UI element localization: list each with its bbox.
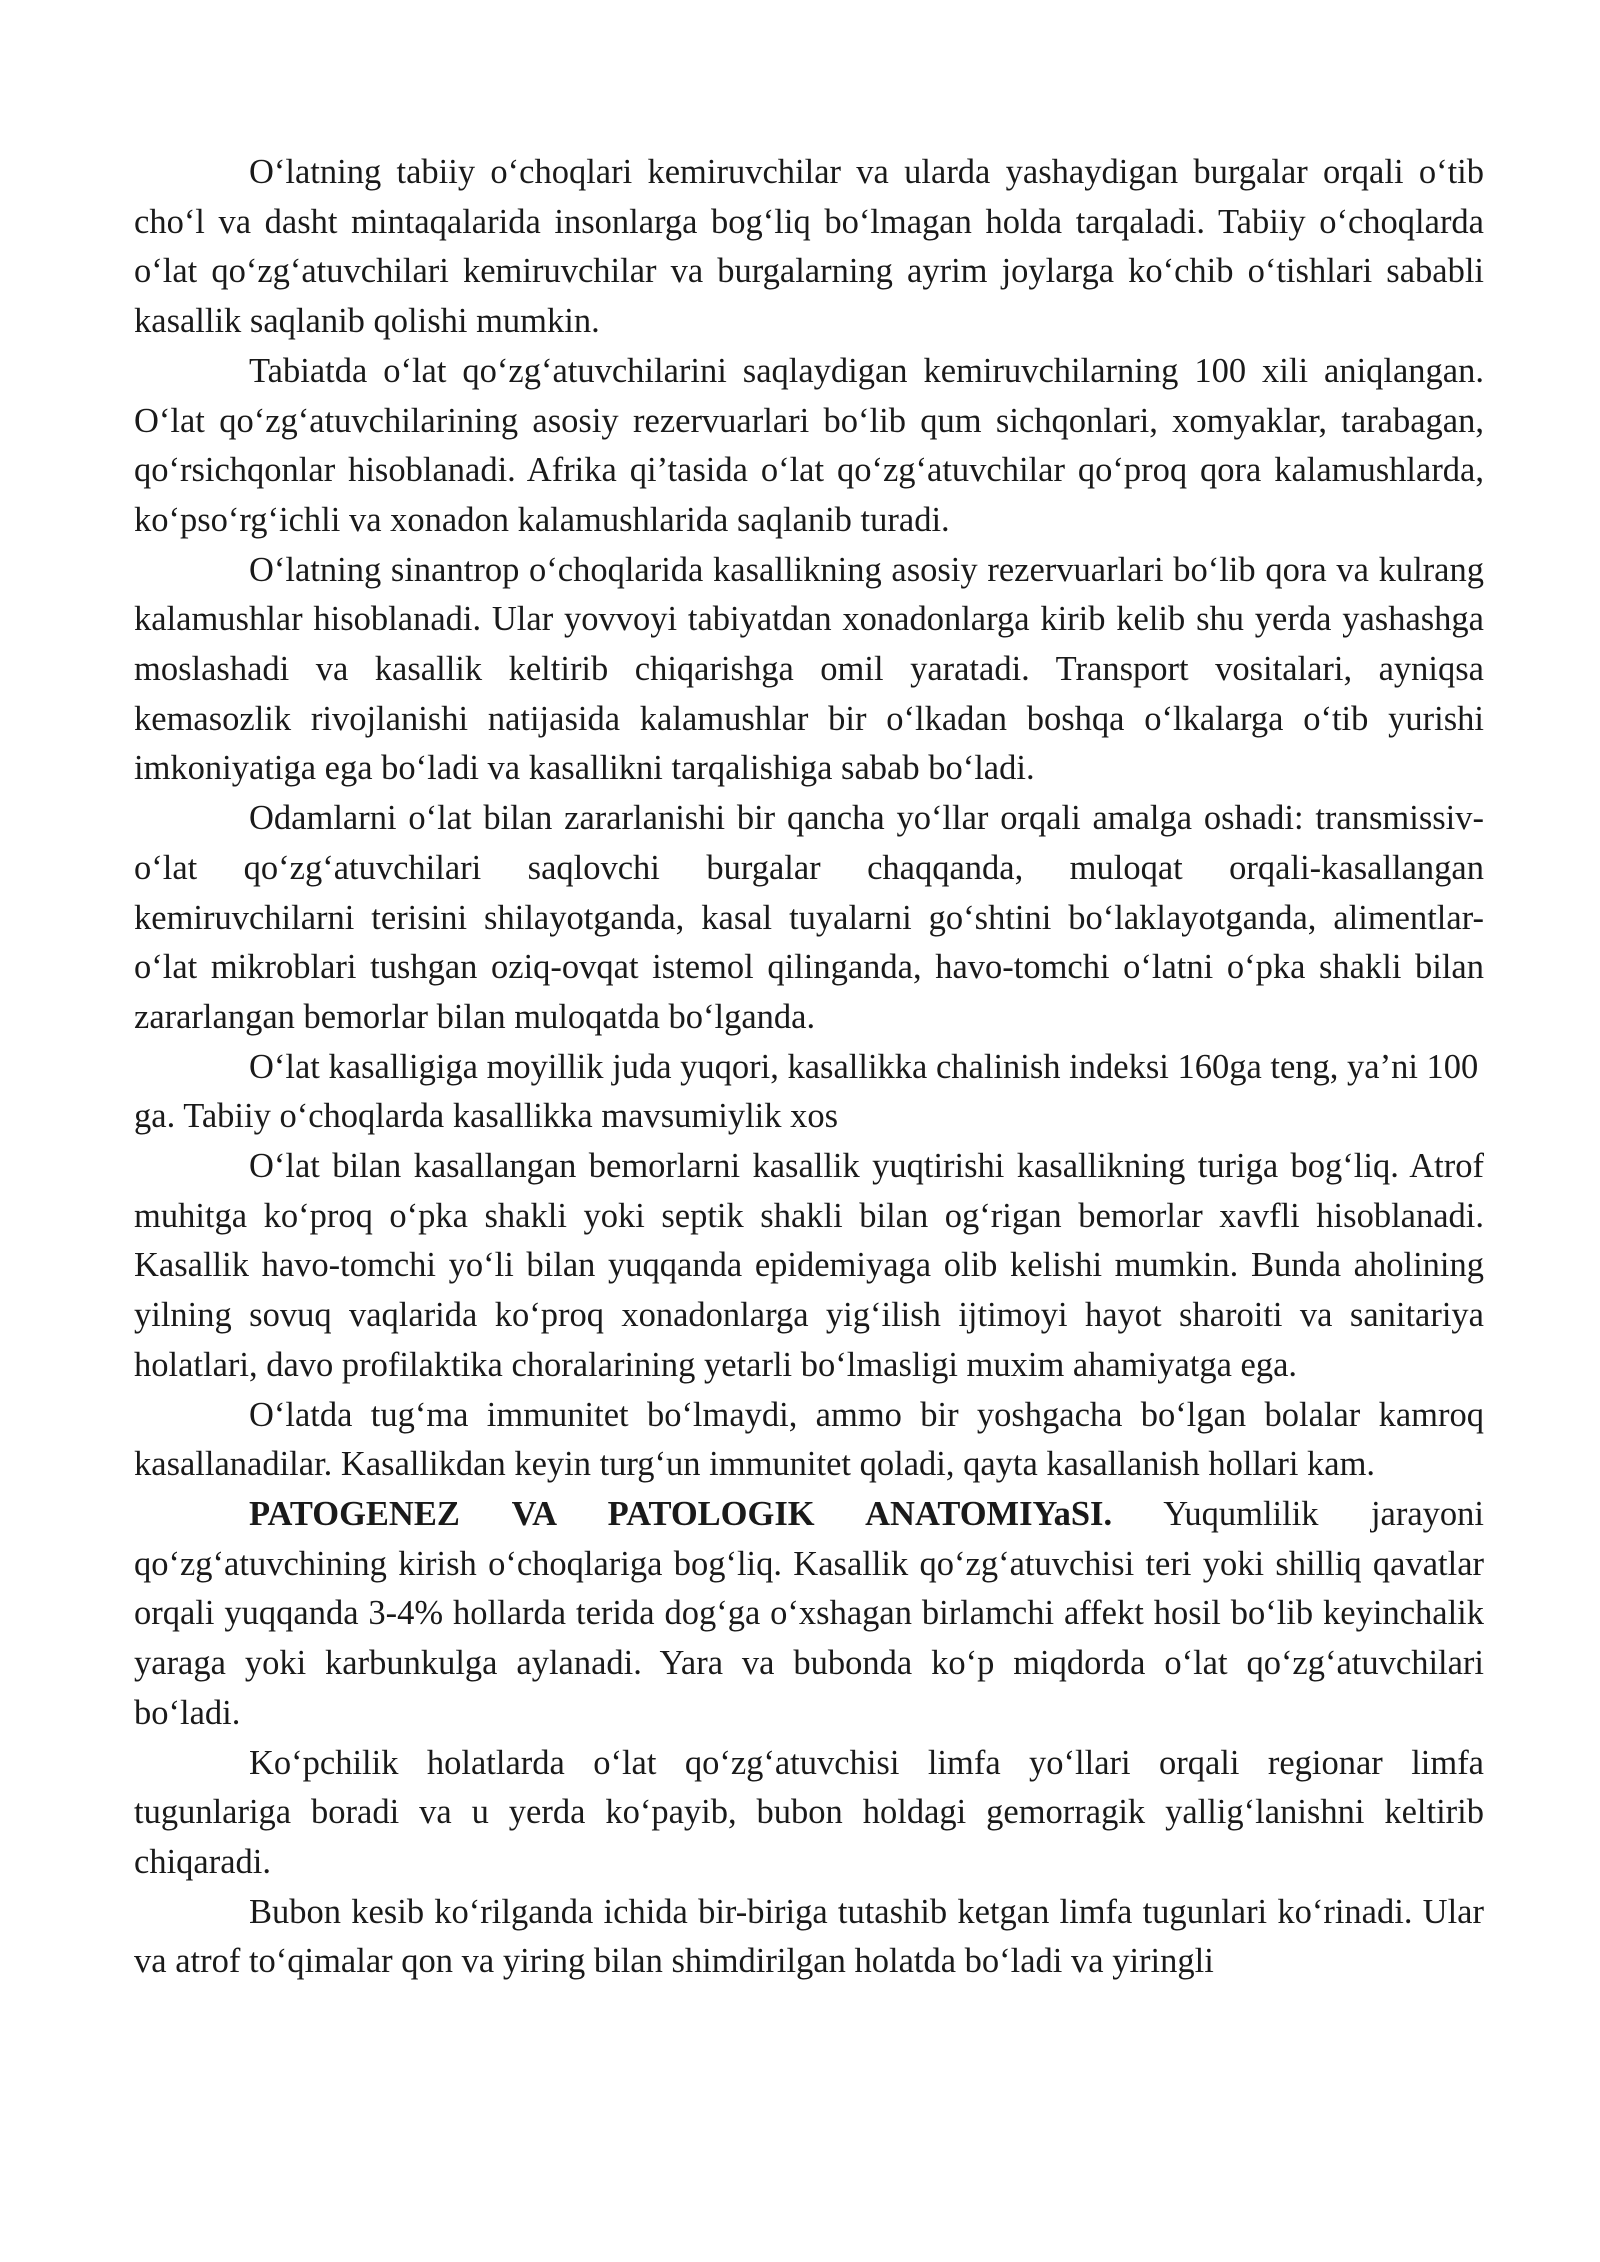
section-heading: PATOGENEZ VA PATOLOGIK ANATOMIYaSI. bbox=[249, 1494, 1113, 1533]
paragraph: Ko‘pchilik holatlarda o‘lat qo‘zg‘atuvchisi limfa yo‘llari orqali regionar limfa tugunlariga boradi va u yerda ko‘payib, bubon holdagi gemorragik yallig‘lanishni keltirib chiqaradi. bbox=[134, 1743, 1484, 1881]
document-page bbox=[134, 148, 1484, 1987]
paragraph: Bubon kesib ko‘rilganda ichida bir-biriga tutashib ketgan limfa tugunlari ko‘rinadi. Ular va atrof to‘qimalar qon va yiring bilan shimdirilgan holatda bo‘ladi va yiringli bbox=[134, 1892, 1484, 1981]
paragraph: Odamlarni o‘lat bilan zararlanishi bir qancha yo‘llar orqali amalga oshadi: transmissiv-o‘lat qo‘zg‘atuvchilari saqlovchi burgalar chaqqanda, muloqat orqali-kasallangan kemiruvchilarni terisini shilayotganda, kasal tuyalarni go‘shtini bo‘laklayotganda, alimentlar-o‘lat mikroblari tushgan oziq-ovqat istemol qilinganda, havo-tomchi o‘latni o‘pka shakli bilan zararlangan bemorlar bilan muloqatda bo‘lganda. bbox=[134, 799, 1484, 1036]
paragraph: O‘latning sinantrop o‘choqlarida kasallikning asosiy rezervuarlari bo‘lib qora va kulrang kalamushlar hisoblanadi. Ular yovvoyi tabiyatdan xonadonlarga kirib kelib shu yerda yashashga moslashadi va kasallik keltirib chiqarishga omil yaratadi. Transport vositalari, ayniqsa kemasozlik rivojlanishi natijasida kalamushlar bir o‘lkadan boshqa o‘lkalarga o‘tib yurishi imkoniyatiga ega bo‘ladi va kasallikni tarqalishiga sabab bo‘ladi. bbox=[134, 550, 1484, 788]
paragraph-text: Yuqumlilik jarayoni qo‘zg‘atuvchining kirish o‘choqlariga bog‘liq. Kasallik qo‘zg‘atuvchisi teri yoki shilliq qavatlar orqali yuqqanda 3-4% hollarda terida dog‘ga o‘xshagan birlamchi affekt hosil bo‘lib keyinchalik yaraga yoki karbunkulga aylanadi. Yara va bubonda ko‘p miqdorda o‘lat qo‘zg‘atuvchilari bo‘ladi. bbox=[134, 1494, 1484, 1732]
paragraph-with-heading bbox=[134, 1490, 1484, 1739]
paragraph: O‘lat bilan kasallangan bemorlarni kasallik yuqtirishi kasallikning turiga bog‘liq. Atrof muhitga ko‘proq o‘pka shakli yoki septik shakli bilan og‘rigan bemorlar xavfli hisoblanadi. Kasallik havo-tomchi yo‘li bilan yuqqanda epidemiyaga olib kelishi mumkin. Bunda aholining yilning sovuq vaqlarida ko‘proq xonadonlarga yig‘ilish ijtimoyi hayot sharoiti va sanitariya holatlari, davo profilaktika choralarining yetarli bo‘lmasligi muxim ahamiyatga ega. bbox=[134, 1147, 1484, 1384]
paragraph: Tabiatda o‘lat qo‘zg‘atuvchilarini saqlaydigan kemiruvchilarning 100 xili aniqlangan. O‘lat qo‘zg‘atuvchilarining asosiy rezervuarlari bo‘lib qum sichqonlari, xomyaklar, tarabagan, qo‘rsichqonlar hisoblanadi. Afrika qi’tasida o‘lat qo‘zg‘atuvchilar qo‘proq qora kalamushlarda, ko‘pso‘rg‘ichli va xonadon kalamushlarida saqlanib turadi. bbox=[134, 351, 1484, 539]
paragraph: O‘lat kasalligiga moyillik juda yuqori, kasallikka chalinish indeksi 160ga teng, ya’ni 100 ga. Tabiiy o‘choqlarda kasallikka mavsumiylik xos bbox=[134, 1047, 1479, 1136]
paragraph: O‘latning tabiiy o‘choqlari kemiruvchilar va ularda yashaydigan burgalar orqali o‘tib cho‘l va dasht mintaqalarida insonlarga bog‘liq bo‘lmagan holda tarqaladi. Tabiiy o‘choqlarda o‘lat qo‘zg‘atuvchilari kemiruvchilar va burgalarning ayrim joylarga ko‘chib o‘tishlari sababli kasallik saqlanib qolishi mumkin. bbox=[134, 153, 1484, 341]
paragraph: O‘latda tug‘ma immunitet bo‘lmaydi, ammo bir yoshgacha bo‘lgan bolalar kamroq kasallanadilar. Kasallikdan keyin turg‘un immunitet qoladi, qayta kasallanish hollari kam. bbox=[134, 1395, 1484, 1484]
